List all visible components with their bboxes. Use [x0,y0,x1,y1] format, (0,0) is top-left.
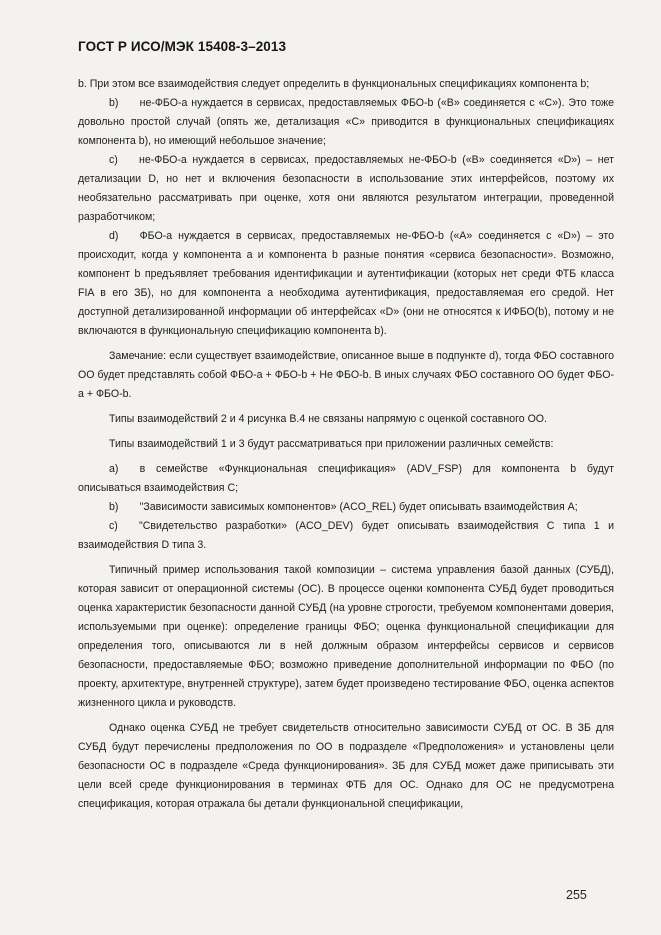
paragraph: Типичный пример использования такой композиции – система управления базой данных (СУБД), которая зависит от операционной системы (ОС). В процессе оценки компонента СУБД будет проводиться оценка характеристик безопасности данной СУБД (на уровне строгости, требуемом компонентами доверия, используемыми при оценке): определение границы ФБО; оценка функциональной спецификации для определения того, описываются ли в ней должным образом интерфейсы сервисов и сервисов безопасности, предоставляемые ФБО; возможно приведение дополнительной информации по ФБО (по проекту, архитектуре, внутренней структуре), затем будет произведено тестирование ФБО, оценка аспектов жизненного цикла и руководств. [78,564,614,709]
page-number: 255 [566,888,587,902]
list-item-b: b) не-ФБО-а нуждается в сервисах, предоставляемых ФБО-b («B» соединяется с «C»). Это тоже довольно простой случай (опять же, детализация «C» приводится в функциональных спецификациях компонента b), но имеющий небольшое значение; [78,97,614,147]
list-item-b: b) "Зависимости зависимых компонентов» (ACO_REL) будет описывать взаимодействия А; [109,501,578,513]
page-header: ГОСТ Р ИСО/МЭК 15408-3–2013 [78,39,287,54]
list-item-a: a) в семействе «Функциональная спецификация» (ADV_FSP) для компонента b будут описываться взаимодействия С; [78,463,614,494]
note-paragraph: Замечание: если существует взаимодействие, описанное выше в подпункте d), тогда ФБО составного ОО будет представлять собой ФБО-а + ФБО-b + Не ФБО-b. В иных случаях ФБО составного ОО будет ФБО-а + ФБО-b. [78,350,614,400]
paragraph: Типы взаимодействий 1 и 3 будут рассматриваться при приложении различных семейств: [109,438,554,450]
list-item-d: d) ФБО-а нуждается в сервисах, предоставляемых не-ФБО-b («A» соединяется с «D») – это происходит, когда у компонента а и компонента b разные понятия «сервиса безопасности». Возможно, компонент b предъявляет требования идентификации и аутентификации (которых нет среди ФТБ класса FIA в его ЗБ), но для компонента а необходима аутентификация, предоставляемая его средой. Нет доступной детализированной информации об интерфейсах «D» (они не относятся к ИФБО(b), потому и не включаются в функциональную спецификацию компонента b). [78,230,614,337]
paragraph: Однако оценка СУБД не требует свидетельств относительно зависимости СУБД от ОС. В ЗБ для СУБД будут перечислены предположения по ОО в подразделе «Предположения» и установлены цели безопасности ОС в подразделе «Среда функционирования». ЗБ для СУБД может даже приписывать эти цели всей среде функционирования в терминах ФТБ для ОС. Однако для ОС не предусмотрена спецификация, которая отражала бы детали функциональной спецификации, [78,722,614,810]
list-item-c: c) "Свидетельство разработки» (ACO_DEV) будет описывать взаимодействия С типа 1 и взаимодействия D типа 3. [78,520,614,551]
list-item-c: c) не-ФБО-а нуждается в сервисах, предоставляемых не-ФБО-b («B» соединяется «D») – нет детализации D, но нет и включения безопасности в использование этих интерфейсов, поэтому их необязательно рассматривать при оценке, хотя они являются результатом интеграции, проведенной разработчиком; [78,154,614,223]
document-body [78,75,614,814]
paragraph: b. При этом все взаимодействия следует определить в функциональных спецификациях компонента b; [78,78,590,90]
paragraph: Типы взаимодействий 2 и 4 рисунка В.4 не связаны напрямую с оценкой составного ОО. [109,413,547,425]
